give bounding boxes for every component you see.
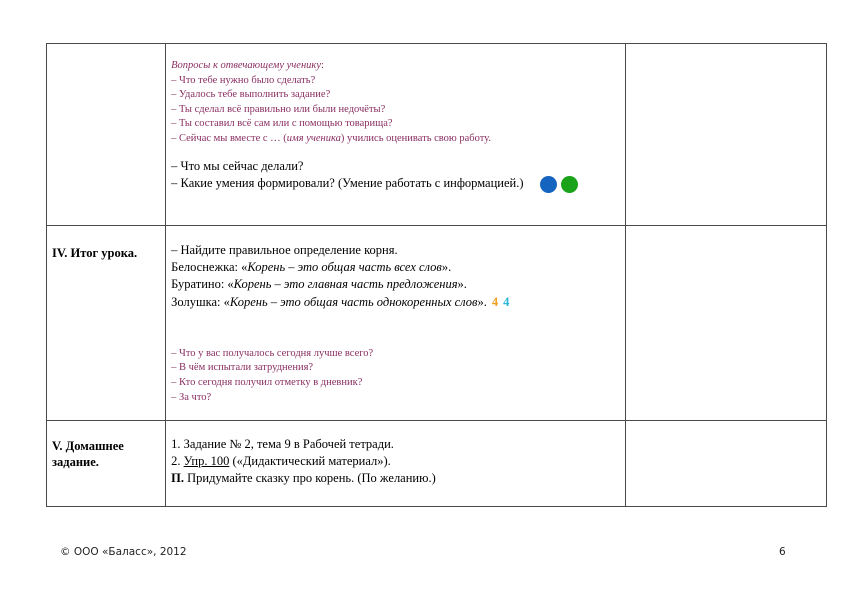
stage-title: IV. Итог урока. (52, 246, 138, 260)
blue-circle-icon (540, 176, 557, 193)
notes-cell (625, 44, 826, 226)
homework-block (171, 421, 621, 488)
definitions-block (171, 226, 621, 311)
table-row (47, 421, 827, 507)
main-line: – Какие умения формировали? (Умение работать с информацией.) (171, 175, 621, 193)
content-cell (166, 44, 626, 226)
table-row (47, 226, 827, 421)
notes-cell (625, 226, 826, 421)
self-assessment-dots (536, 175, 578, 193)
question-line: – Удалось тебе выполнить задание? (171, 89, 331, 101)
homework-line: 2. Упр. 100 («Дидактический материал»). (171, 454, 391, 469)
content-cell (166, 226, 626, 421)
homework-line: П. Придумайте сказку про корень. (По желанию.) (171, 471, 436, 486)
main-line: – Что мы сейчас делали? (171, 158, 304, 173)
page-number: 6 (779, 546, 786, 558)
intro-line: – Найдите правильное определение корня. (171, 243, 398, 257)
table-row (47, 44, 827, 226)
stage-cell (47, 421, 166, 507)
stage-cell (47, 226, 166, 421)
stage-title (47, 44, 165, 63)
question-line: – Кто сегодня получил отметку в дневник? (171, 377, 363, 388)
definition-line: Белоснежка: «Корень – это общая часть всех слов». (171, 260, 452, 275)
question-line: – Что у вас получалось сегодня лучше всего? (171, 347, 374, 359)
grade-mark: 4 (503, 294, 510, 309)
definition-line: Золушка: «Корень – это общая часть однокоренных слов». 4 4 (171, 294, 510, 309)
question-line: – В чём испытали затруднения? (171, 362, 314, 374)
grade-mark: 4 (491, 294, 499, 309)
notes-cell (625, 421, 826, 507)
questions-title: Вопросы к отвечающему ученику (171, 60, 321, 71)
main-text-block (171, 158, 621, 193)
stage-title: V. Домашнее задание. (52, 439, 124, 469)
reflection-questions (171, 347, 621, 405)
green-circle-icon (561, 176, 578, 193)
homework-line: 1. Задание № 2, тема 9 в Рабочей тетради. (171, 437, 394, 451)
definition-line: Буратино: «Корень – это главная часть предложения». (171, 277, 467, 292)
footer-copyright: © ООО «Баласс», 2012 (60, 546, 187, 558)
question-line: – За что? (171, 391, 212, 403)
question-line: – Что тебе нужно было сделать? (171, 74, 316, 86)
content-cell (166, 421, 626, 507)
question-line: – Сейчас мы вместе с … (имя ученика) учились оценивать свою работу. (171, 132, 492, 144)
question-line: – Ты составил всё сам или с помощью товарища? (171, 118, 393, 130)
questions-block: Вопросы к отвечающему ученику: – Что тебе нужно было сделать? – Удалось тебе выполнить задание? – Ты сделал всё правильно или были недочёты? – Ты составил всё сам или с помощью товарища? – Сейчас мы вместе с … (имя ученика) учились оценивать свою работу. (171, 44, 621, 147)
lesson-plan-table (46, 43, 827, 507)
stage-cell (47, 44, 166, 226)
question-line: – Ты сделал всё правильно или были недочёты? (171, 103, 386, 115)
